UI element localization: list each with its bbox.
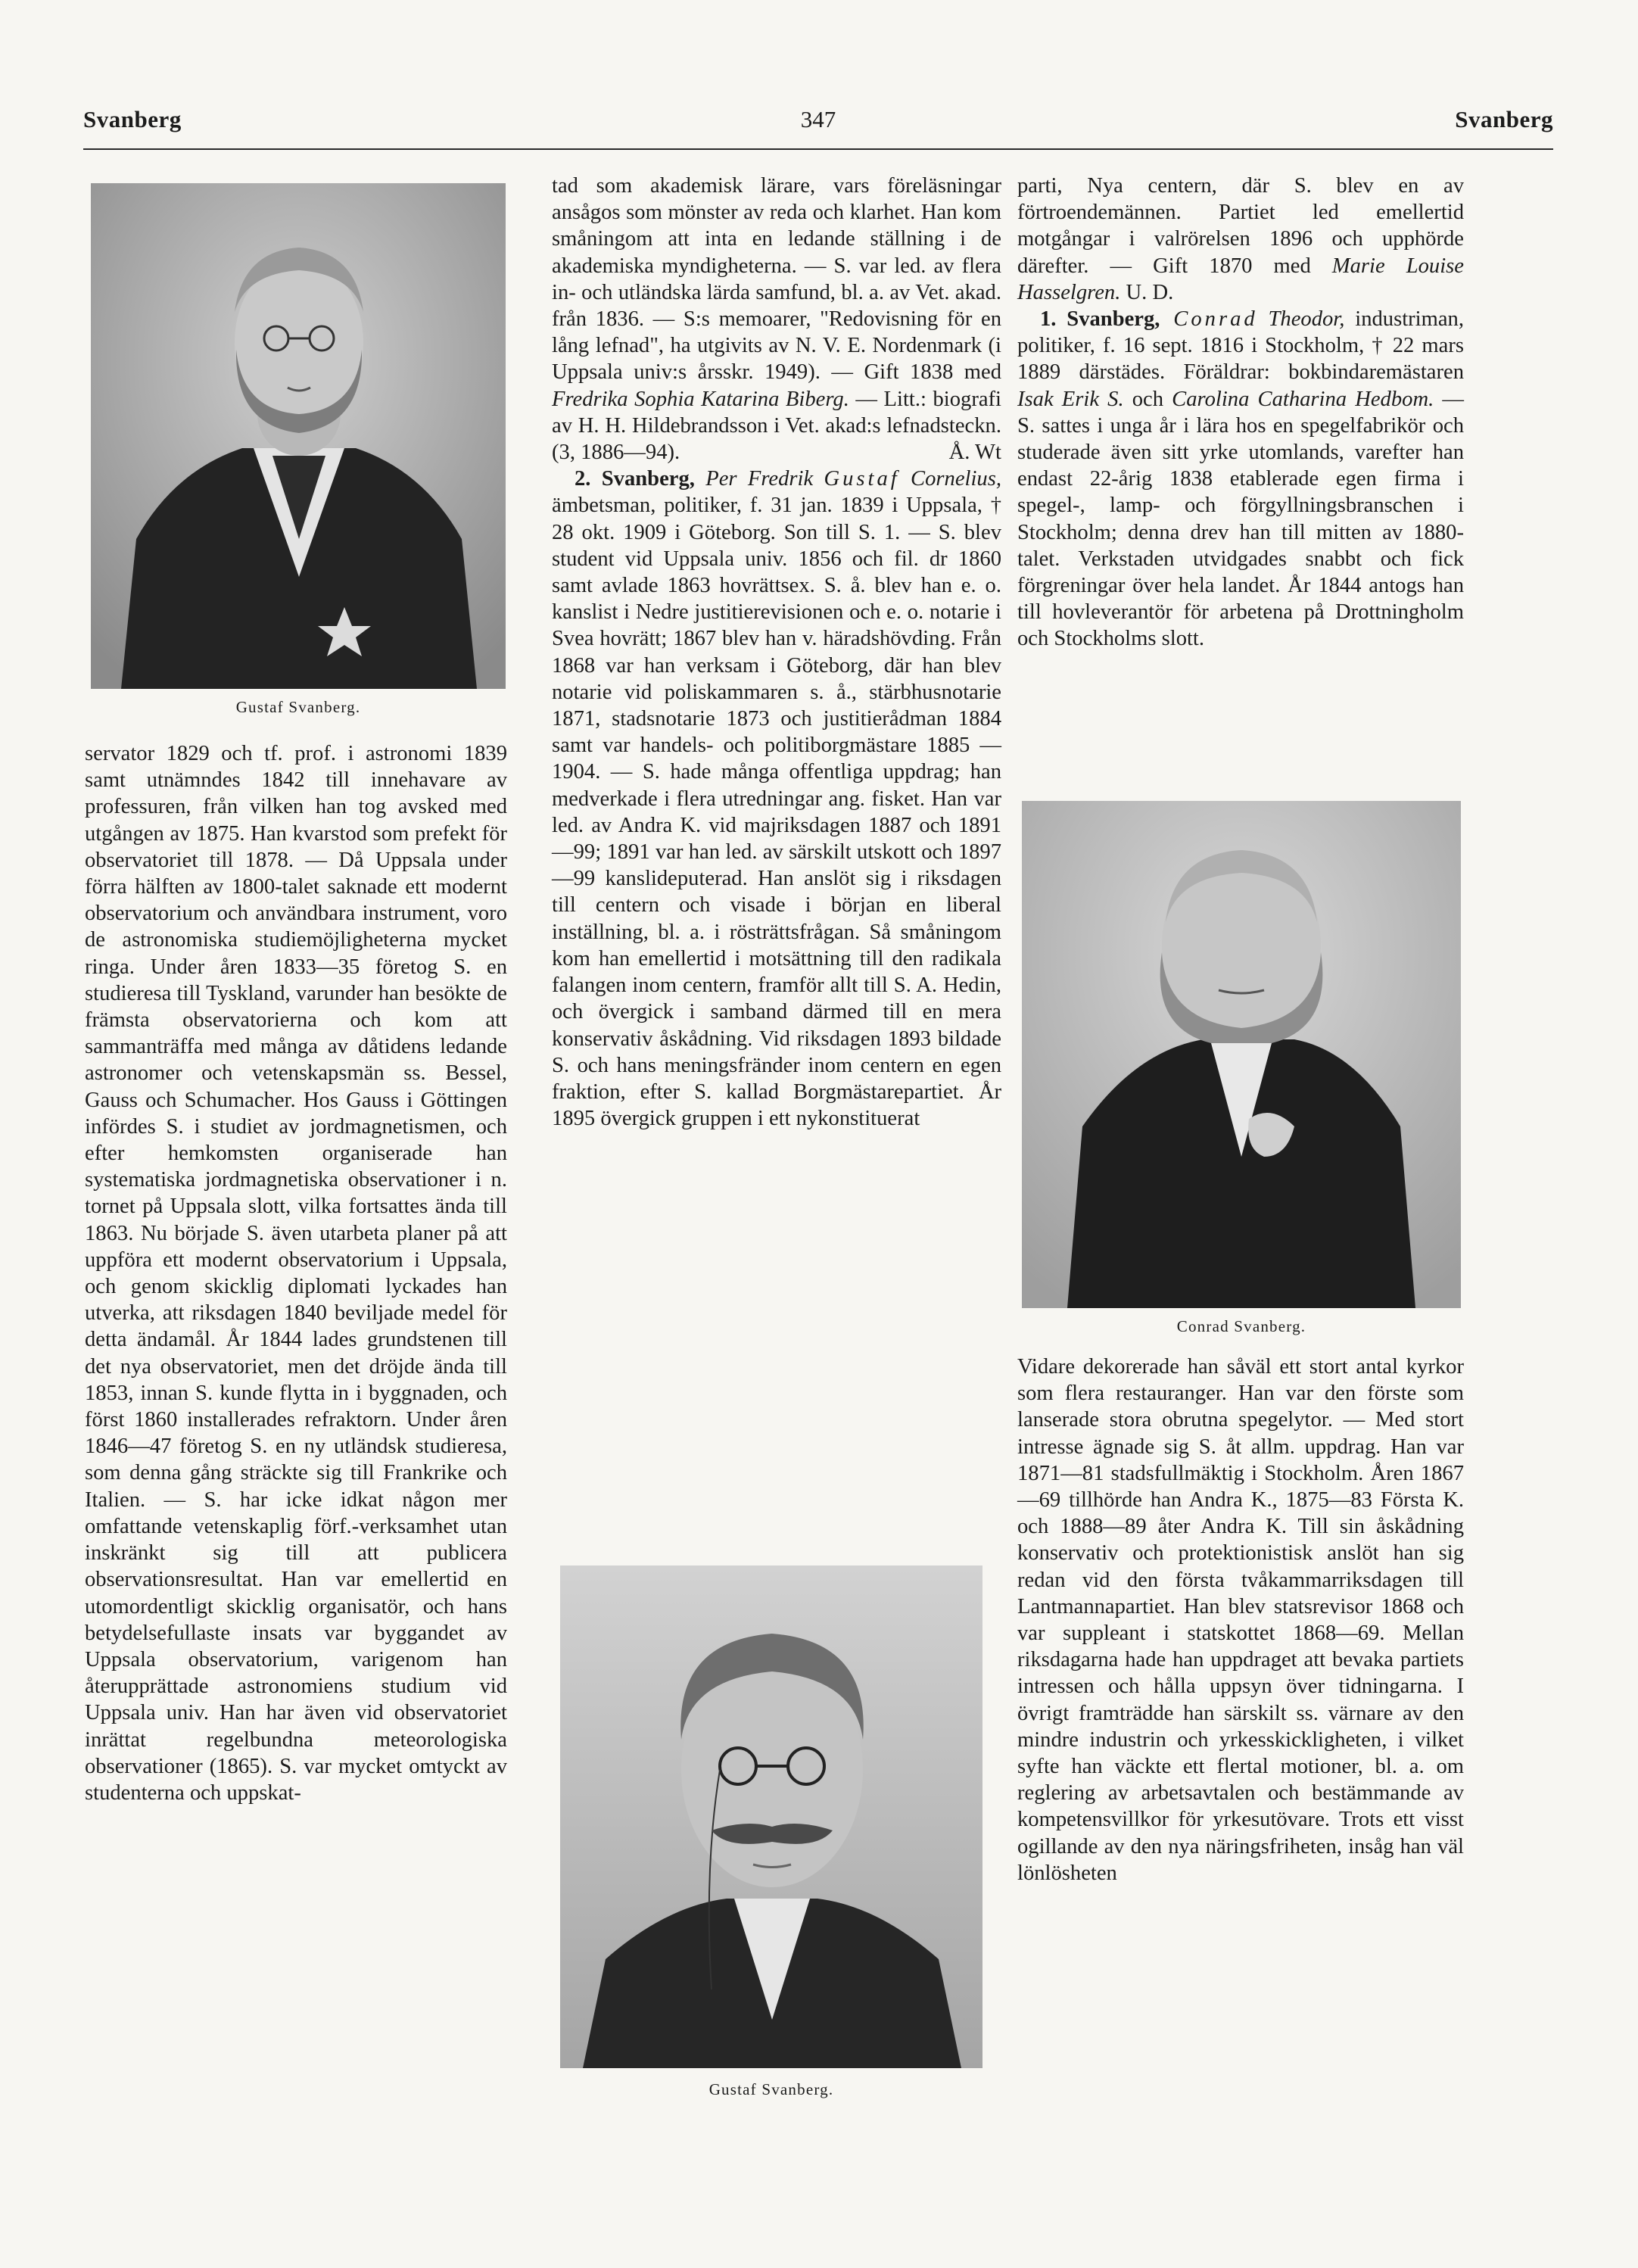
- col2-callname: Gustaf: [824, 467, 900, 491]
- header-rule: [83, 148, 1553, 150]
- col3-p2-text-b: och: [1123, 387, 1172, 411]
- column-2: [552, 173, 1001, 1132]
- col2-entry-number: 2.: [575, 467, 602, 491]
- col3-p1-wife: Marie Louise Hasselgren.: [1017, 254, 1464, 304]
- col3-p1-text: parti, Nya centern, där S. blev en av förtroendemännen. Partiet led emellertid motgångar i valrörelsen 1896 och upphörde därefter. — Gift 1870 med: [1017, 174, 1464, 278]
- header-right-name: Svanberg: [1455, 106, 1553, 132]
- page-number: 347: [800, 106, 836, 132]
- col3-father: Isak Erik S.: [1017, 387, 1124, 411]
- column-3-bottom: [1017, 1354, 1464, 1886]
- caption-photo1: Gustaf Svanberg.: [235, 698, 361, 716]
- col2-paragraph-2: [552, 466, 1001, 1132]
- portrait-gustaf-svanberg-younger: [560, 1565, 982, 2068]
- col1-paragraph: servator 1829 och tf. prof. i astronomi 1839 samt utnämndes 1842 till innehavare av professuren, från vilken han tog avsked med utgången av 1875. Han kvarstod som prefekt för observatoriet till 1878. — Då Uppsala under förra hälften av 1800-talet saknade ett modernt observatorium och användbara instrument, voro de astronomiska studiemöjligheterna mycket ringa. Under åren 1833—35 företog S. en studieresa till Tyskland, varunder han besökte de främsta observatorierna och kom att sammanträffa med många av dåtidens ledande astronomer och vetenskapsmän ss. Bessel, Gauss och Schumacher. Hos Gauss i Göttingen infördes S. i studiet av jordmagnetismen, och efter hemkomsten organiserade han systematiska jordmagnetiska observationer i n. tornet på Uppsala slott, vilka fortsattes ända till 1863. Nu började S. även utarbeta planer på att uppföra ett modernt observatorium i Uppsala, och genom skicklig diplomati lyckades han utverka, att riksdagen 1840 beviljade medel för detta ändamål. År 1844 lades grundstenen till det nya observatoriet, men det dröjde ända till 1853, innan S. kunde flytta in i byggnaden, och först 1860 installerades refraktorn. Under åren 1846—47 företog S. en ny utländsk studieresa, som denna gång sträckte sig till Frankrike och Italien. — S. har icke idkat någon mer omfattande vetenskaplig förf.-verksamhet utan inskränkt sig till att publicera observationsresultat. Han var emellertid en utomordentligt skicklig organisatör, och hans betydelsefullaste insats var byggandet av Uppsala observatorium, varigenom han återupprättade astronomiens studium vid Uppsala univ. Han har även vid observatoriet inrättat regelbundna meteorologiska observationer (1865). S. var mycket omtyckt av studenterna och uppskat-: [85, 742, 507, 1805]
- portrait-conrad-svanberg: [1022, 801, 1461, 1308]
- col2-p1-signature: Å. Wt: [948, 441, 1001, 465]
- column-3-top: [1017, 173, 1464, 653]
- col3-paragraph-2: [1017, 306, 1464, 653]
- caption-photo2: Gustaf Svanberg.: [708, 2080, 834, 2098]
- running-header: [83, 106, 1553, 151]
- col3-given-names: Theodor,: [1257, 307, 1345, 332]
- col2-p1-text: tad som akademisk lärare, vars föreläsningar ansågos som mönster av reda och klarhet. Han kom småningom att inta en ledande ställning i de akademiska myndigheterna. — S. var led. av flera in- och utländska lärda samfund, bl. a. av Vet. akad. från 1836. — S:s memoarer, "Redovisning för en lång lefnad", ha utgivits av N. V. E. Nordenmark (i Uppsala univ:s årsskr. 1949). — Gift 1838 med: [552, 174, 1001, 385]
- col3-p1-signature: U. D.: [1120, 280, 1174, 304]
- col3-callname: Conrad: [1160, 307, 1258, 332]
- portrait-gustaf-svanberg-elder: [91, 183, 506, 689]
- col2-paragraph-1: [552, 173, 1001, 466]
- col3-entry-name: Svanberg,: [1067, 307, 1160, 332]
- col3-p2-text-a: industriman, politiker, f. 16 sept. 1816 i Stockholm, † 22 mars 1889 därstädes. Föräldrar: bokbindaremästaren: [1017, 307, 1464, 385]
- caption-photo3: Conrad Svanberg.: [1176, 1317, 1306, 1335]
- col2-p1-wife: Fredrika Sophia Katarina Biberg.: [552, 387, 849, 411]
- col3-entry-number: 1.: [1040, 307, 1067, 332]
- column-1: [85, 740, 507, 1806]
- col2-p2-text: ämbetsman, politiker, f. 31 jan. 1839 i Uppsala, † 28 okt. 1909 i Göteborg. Son till S. 1. — S. blev student vid Uppsala univ. 1856 och fil. dr 1860 samt avlade 1863 hovrättsex. S. å. blev han e. o. kanslist i Nedre justitierevisionen och e. o. notarie i Svea hovrätt; 1867 blev han v. häradshövding. Från 1868 var han verksam i Göteborg, där han blev notarie vid poliskammaren s. å., stärbhusnotarie 1871, stadsnotarie 1873 och justitierådman 1884 samt var handels- och politiborgmästare 1885 —1904. — S. hade många offentliga uppdrag; han medverkade i flera utredningar ang. fisket. Han var led. av Andra K. vid majriksdagen 1887 och 1891—99; 1891 var han led. av särskilt utskott och 1897—99 kanslideputerad. Han anslöt sig i riksdagen till centern och visade i början en liberal inställning, bl. a. i rösträttsfrågan. Så småningom kom han emellertid i motsättning till den radikala falangen inom centern, framför allt till S. A. Hedin, och övergick i samband därmed till en mera konservativ åskådning. Vid riksdagen 1893 bildade S. och hans meningsfränder inom centern en egen fraktion, efter S. kallad Borgmästarepartiet. År 1895 övergick gruppen i ett nykonstituerat: [552, 494, 1001, 1131]
- col2-given-names-2: Cornelius,: [899, 467, 1002, 491]
- col3-paragraph-1: [1017, 173, 1464, 306]
- col2-given-names: Per Fredrik: [694, 467, 824, 491]
- col3-p2-text-c: — S. sattes i unga år i lära hos en spegelfabrikör och studerade även sitt yrke utomlands, varefter han endast 22-årig 1838 etablerade egen firma i spegel-, lamp- och förgyllningsbranschen i Stockholm; denna drev han till mitten av 1880-talet. Verkstaden utvidgades snabbt och fick förgreningar över hela landet. År 1844 antogs han till hovleverantör för arbetena på Drottningholm och Stockholms slott.: [1017, 387, 1464, 651]
- col2-entry-name: Svanberg,: [601, 467, 695, 491]
- col3-paragraph-3: Vidare dekorerade han såväl ett stort antal kyrkor som flera restauranger. Han var den förste som lanserade stora obrutna spegelytor. — Med stort intresse ägnade sig S. åt allm. uppdrag. Han var 1871—81 stadsfullmäktig i Stockholm. Åren 1867—69 tillhörde han Andra K., 1875—83 Första K. och 1888—89 åter Andra K. Till sin åskådning konservativ och protektionistisk anslöt han sig redan vid den första tvåkammarriksdagen till Lantmannapartiet. Han blev statsrevisor 1868 och var suppleant i statskottet 1868—69. Mellan riksdagarna hade han uppdraget att bevaka partiets intressen och hålla uppsyn över tidningarna. I övrigt framträdde han särskilt ss. värnare av den mindre industrin och yrkesskickligheten, i vilket syfte han väckte ett flertal motioner, bl. a. om reglering av arbetsavtalen och bestämmande av kompetensvillkor för yrkesutövare. Trots ett visst ogillande av den nya näringsfriheten, insåg han väl lönlösheten: [1017, 1355, 1464, 1885]
- header-left-name: Svanberg: [83, 106, 182, 132]
- col3-mother: Carolina Catharina Hedbom.: [1172, 387, 1434, 411]
- col2-p1-end: — Litt.: biografi av H. H. Hildebrandsson i Vet. akad:s lefnadsteckn. (3, 1886—94).: [552, 387, 1001, 465]
